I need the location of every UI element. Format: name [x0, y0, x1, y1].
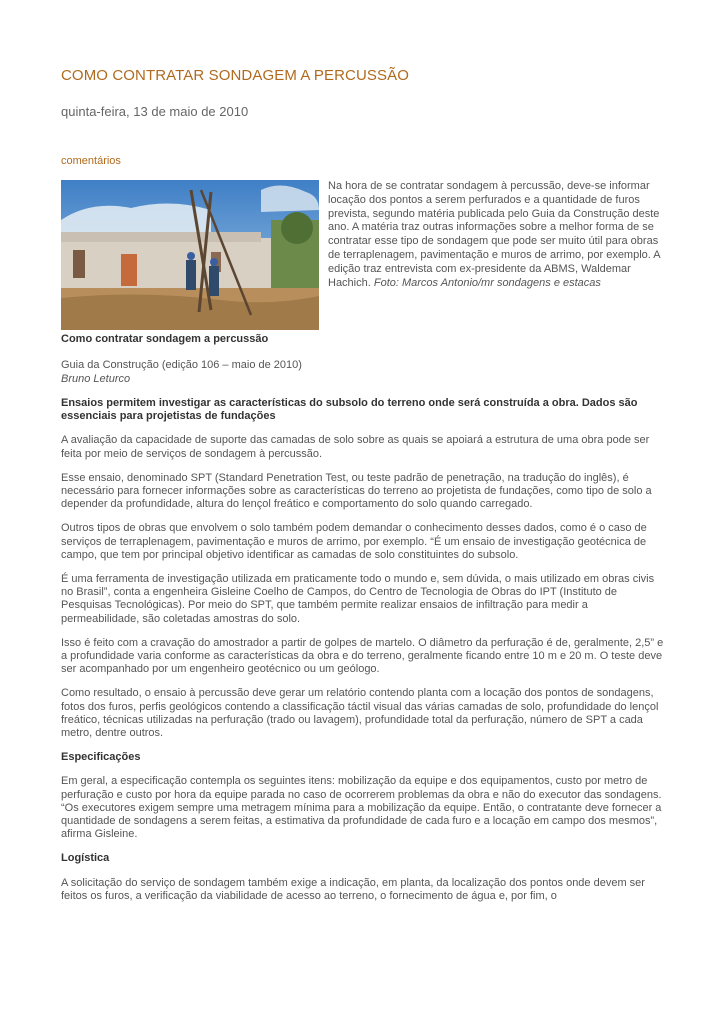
paragraph: Como resultado, o ensaio à percussão deve gerar um relatório contendo planta com a locação dos pontos de sondagens, fotos dos furos, perfis geológicos contendo a classificação táctil visual das várias camadas de solo, profundidade do lençol freático, técnicas utilizadas na perfuração (trado ou lavagem), profundidade total da perfuração, número de SPT a cada metro, dentre outros. [61, 687, 659, 740]
photo-caption: Como contratar sondagem a percussão [61, 333, 269, 345]
paragraph: Em geral, a especificação contempla os seguintes itens: mobilização da equipe e dos equipamentos, custo por metro de perfuração e custo por hora da equipe parada no caso de ocorrerem problemas da obra e não do executor das sondagens. “Os executores exigem sempre uma metragem mínima para a mobilização da equipe. Então, o contratante deve fornecer a quantidade de sondagens a serem feitas, a estimativa da profundidade de cada furo e a locação em campo dos mesmos”, afirma Gisleine. [61, 775, 662, 841]
intro-body: Na hora de se contratar sondagem à percussão, deve-se informar locação dos pontos a serem perfurados e a quantidade de furos prevista, segundo matéria publicada pelo Guia da Construção deste ano. A matéria traz outras informações sobre a melhor forma de se contratar esse tipo de sondagem que pode ser muito útil para obras de terraplenagem, pavimentação e muros de arrimo, por exemplo. A edição traz entrevista com ex-presidente da ABMS, Waldemar Hachich. [328, 180, 661, 289]
comments-link[interactable]: comentários [61, 155, 121, 167]
paragraph: Esse ensaio, denominado SPT (Standard Penetration Test, ou teste padrão de penetração, na tradução do inglês), é necessário para fornecer informações sobre as características do terreno ao projetista de fundações, como tipo de solo a depender da profundidade, altura do lençol freático e comportamento do solo quando carregado. [61, 471, 652, 511]
author: Bruno Leturco [61, 373, 131, 385]
intro-text [328, 180, 668, 290]
photo-credit: Foto: Marcos Antonio/mr sondagens e estacas [373, 276, 601, 289]
post-date: quinta-feira, 13 de maio de 2010 [61, 104, 249, 119]
article-photo [61, 180, 319, 330]
paragraph: É uma ferramenta de investigação utilizada em praticamente todo o mundo e, sem dúvida, o mais utilizado em obras civis no Brasil”, conta a engenheira Gisleine Coelho de Campos, do Centro de Tecnologia de Obras do IPT (Instituto de Pesquisas Tecnológicas). Por meio do SPT, que também permite realizar ensaios de infiltração para medir a permeabilidade, são coletadas amostras do solo. [61, 573, 655, 625]
section-heading-logistics: Logística [61, 852, 110, 865]
paragraph: A avaliação da capacidade de suporte das camadas de solo sobre as quais se apoiará a estrutura de uma obra pode ser feita por meio de serviços de sondagem à percussão. [61, 434, 650, 460]
page-title: COMO CONTRATAR SONDAGEM A PERCUSSÃO [61, 67, 409, 84]
paragraph: Isso é feito com a cravação do amostrador a partir de golpes de martelo. O diâmetro da perfuração é de, geralmente, 2,5” e a profundidade varia conforme as características da obra e do terreno, geralmente ficando entre 10 m e 20 m. O teste deve ser acompanhado por um engenheiro geotécnico ou um geólogo. [61, 636, 664, 676]
section-heading-specs: Especificações [61, 751, 141, 764]
construction-photo [61, 180, 319, 330]
paragraph: Outros tipos de obras que envolvem o solo também podem demandar o conhecimento desses dados, como é o caso de serviços de terraplenagem, pavimentação e muros de arrimo, por exemplo. “É um ensaio de investigação geotécnica de campo, que tem por principal objetivo identificar as camadas de solo constituintes do subsolo. [61, 522, 647, 561]
paragraph: A solicitação do serviço de sondagem também exige a indicação, em planta, da localização dos pontos onde devem ser feitos os furos, a verificação da viabilidade de acesso ao terreno, o fornecimento de água e, por fim, o [61, 876, 645, 902]
article-source [61, 358, 302, 386]
source-publication: Guia da Construção (edição 106 – maio de 2010) [61, 359, 302, 371]
lead-paragraph: Ensaios permitem investigar as características do subsolo do terreno onde será construída a obra. Dados são essenciais para projetistas de fundações [61, 397, 638, 423]
article-body [61, 397, 666, 914]
